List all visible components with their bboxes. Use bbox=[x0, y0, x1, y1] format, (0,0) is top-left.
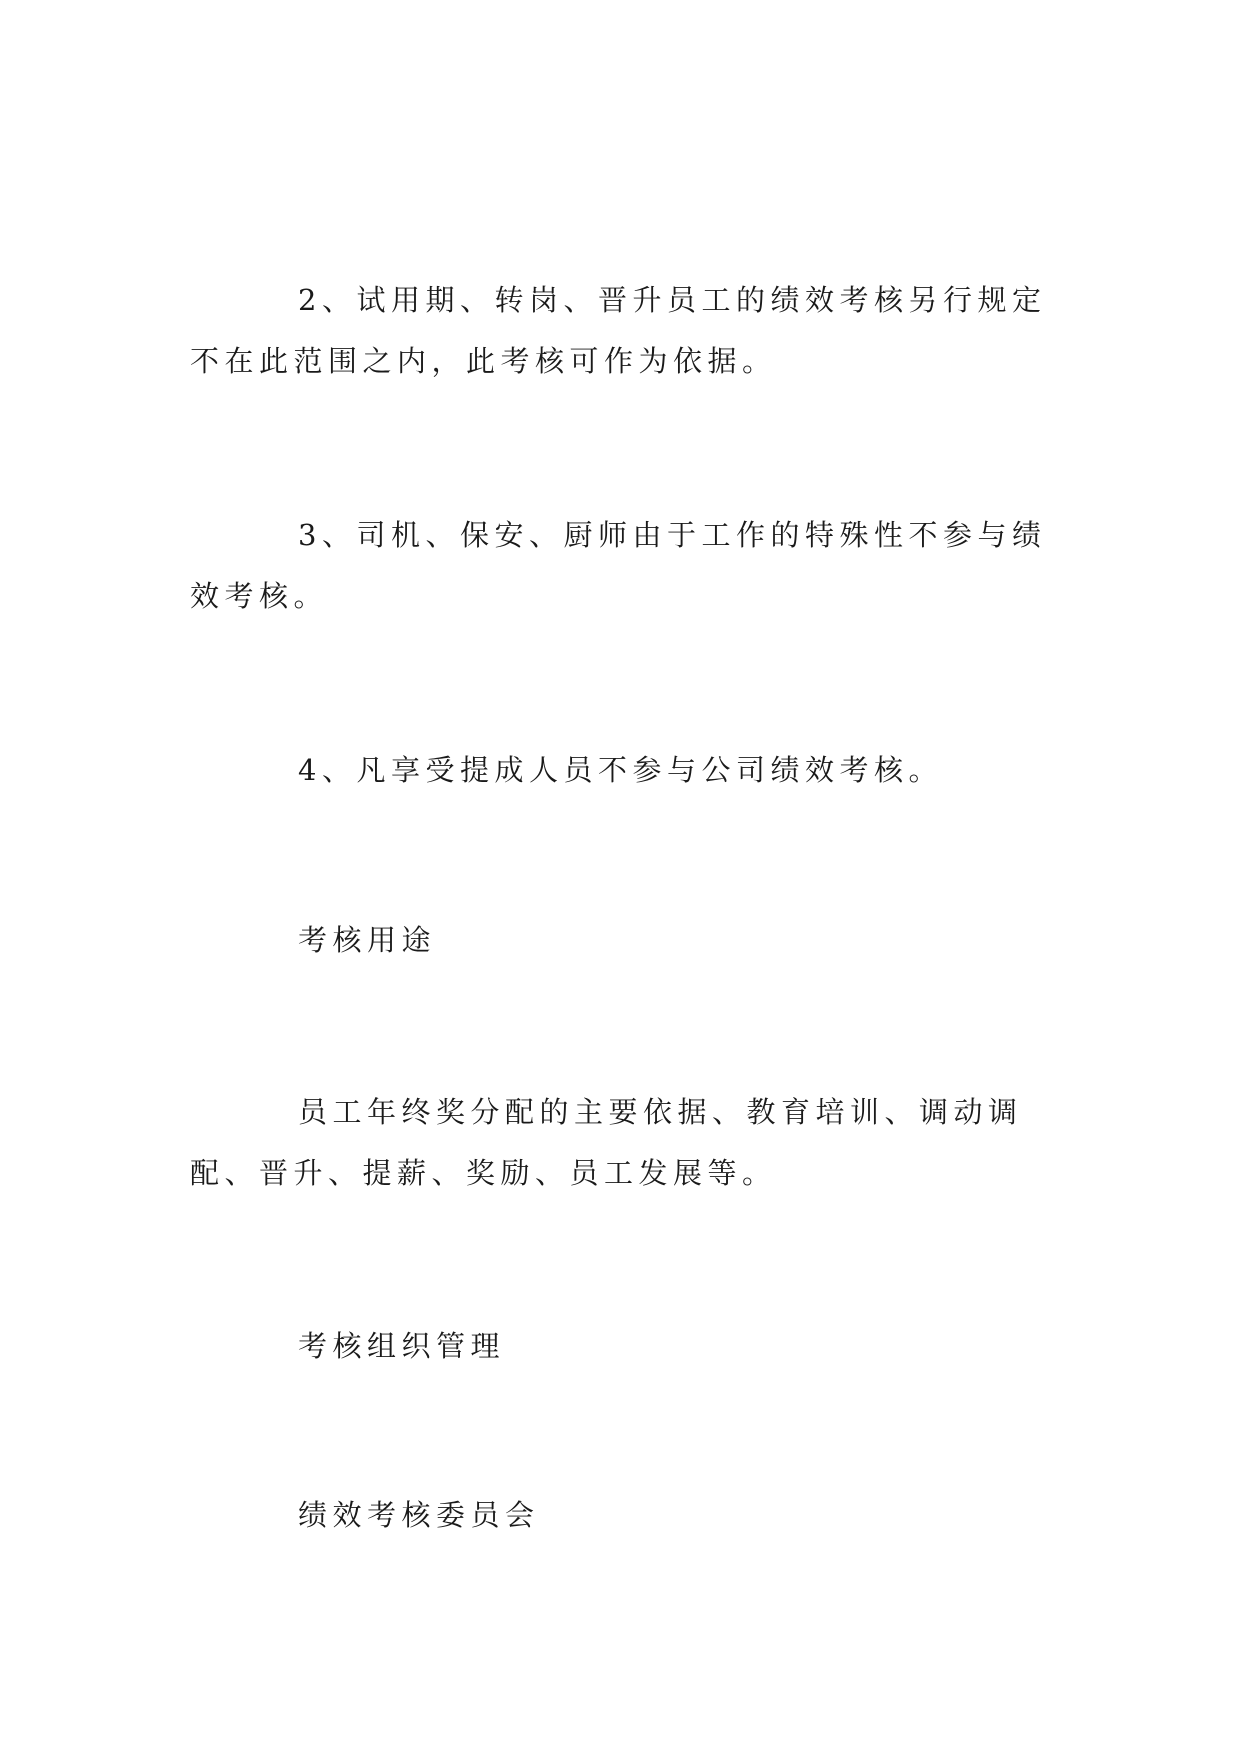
paragraph-excluded-roles: 3、司机、保安、厨师由于工作的特殊性不参与绩效考核。 bbox=[190, 518, 1047, 613]
paragraph-assessment-use: 员工年终奖分配的主要依据、教育培训、调动调配、晋升、提薪、奖励、员工发展等。 bbox=[190, 1095, 1023, 1190]
section-heading-assessment-use: 考核用途 bbox=[298, 923, 437, 957]
section-heading-committee: 绩效考核委员会 bbox=[298, 1498, 540, 1532]
paragraph-commission-rule: 4、凡享受提成人员不参与公司绩效考核。 bbox=[298, 753, 943, 787]
section-heading-organization: 考核组织管理 bbox=[298, 1329, 506, 1363]
paragraph-probation-rule: 2、试用期、转岗、晋升员工的绩效考核另行规定不在此范围之内，此考核可作为依据。 bbox=[190, 283, 1047, 378]
